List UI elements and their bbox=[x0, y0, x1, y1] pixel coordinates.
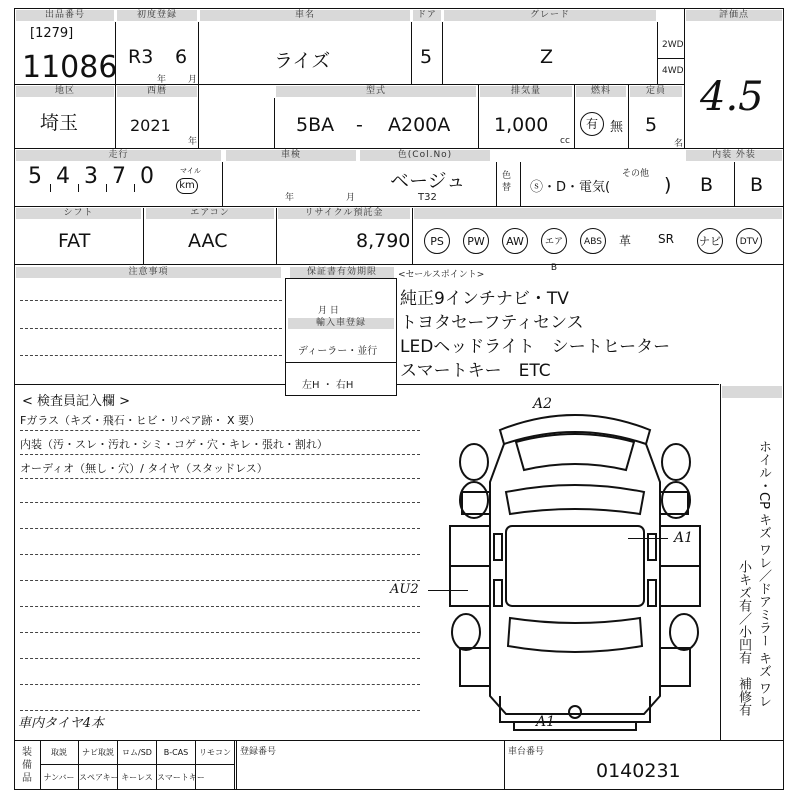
inspection-month: 月 bbox=[346, 193, 356, 203]
damage-rear: A1 bbox=[536, 714, 556, 730]
car-name: ライズ bbox=[274, 50, 331, 72]
hdr-int-ext: 内装 外装 bbox=[686, 150, 782, 161]
equipment-cell: キーレス bbox=[118, 765, 157, 790]
sales-point-line: 純正9インチナビ・TV bbox=[400, 289, 569, 309]
equipment-item: AW bbox=[502, 228, 528, 254]
equipment-item: ナビ bbox=[697, 228, 723, 254]
sales-points-label: <セールスポイント> bbox=[398, 270, 485, 280]
model-code: A200A bbox=[388, 114, 451, 136]
first-reg-year-suffix: 年 bbox=[157, 75, 167, 85]
equipment-cell: スマートキー bbox=[157, 765, 196, 790]
hdr-doors: ドア bbox=[413, 10, 441, 21]
color-other: その他 bbox=[622, 169, 650, 179]
equipment-item: 革 bbox=[619, 234, 632, 248]
hdr-notes: 注意事項 bbox=[16, 267, 281, 278]
car-diagram bbox=[430, 396, 720, 736]
side-header bbox=[722, 386, 782, 398]
side-note-repair: 小キズ有／小凹有 補修有 bbox=[736, 560, 751, 716]
equipment-cell: 取説 bbox=[40, 740, 79, 765]
equipment-item: ABS bbox=[580, 228, 606, 254]
first-reg-month-suffix: 月 bbox=[188, 75, 198, 85]
damage-right: A1 bbox=[674, 530, 694, 546]
hdr-first-reg: 初度登録 bbox=[117, 10, 197, 21]
mileage-unit-km: km bbox=[176, 178, 198, 194]
region: 埼玉 bbox=[40, 112, 79, 134]
equipment-item: SR bbox=[658, 232, 674, 246]
exam-line: 内装（汚・スレ・汚れ・シミ・コゲ・穴・キレ・張れ・割れ） bbox=[20, 438, 328, 451]
grade: Z bbox=[540, 46, 554, 68]
equipment-item: PS bbox=[424, 228, 450, 254]
hdr-import: 輸入車登録 bbox=[288, 318, 394, 329]
hdr-inspection: 車検 bbox=[226, 150, 356, 161]
hdr-score: 評価点 bbox=[686, 10, 782, 21]
chassis-number: 0140231 bbox=[596, 760, 681, 782]
fuel-alt: 無 bbox=[610, 120, 624, 135]
year-suffix: 年 bbox=[188, 137, 198, 147]
mileage-digit: 4 bbox=[56, 164, 70, 189]
equipment-cell: スペアキー bbox=[79, 765, 118, 790]
hdr-color: 色(Col.No) bbox=[360, 150, 490, 161]
first-reg-era-year: R3 bbox=[128, 46, 154, 68]
shift: FAT bbox=[58, 230, 91, 252]
hdr-model: 型式 bbox=[276, 86, 476, 97]
equipment-item: DTV bbox=[736, 228, 762, 254]
chassis-label: 車台番号 bbox=[508, 747, 545, 757]
hdr-grade: グレード bbox=[444, 10, 656, 21]
drive-4wd: 4WD bbox=[662, 66, 684, 76]
equipment-item: エアB bbox=[541, 228, 567, 254]
equipment-label: 装備品 bbox=[22, 747, 32, 784]
model-dash: - bbox=[356, 114, 363, 136]
aircon: AAC bbox=[188, 230, 228, 252]
score: 4.5 bbox=[700, 74, 764, 120]
equipment-item: PW bbox=[463, 228, 489, 254]
equipment-cell bbox=[196, 765, 235, 790]
color-options: ⓢ・D・電気( bbox=[530, 180, 611, 195]
capacity: 5 bbox=[645, 114, 658, 136]
recycle-fee: 8,790 bbox=[356, 230, 411, 252]
western-year: 2021 bbox=[130, 116, 171, 135]
equipment-cell: ナンバー bbox=[40, 765, 79, 790]
cc-unit: cc bbox=[560, 136, 570, 146]
equipment-cell: ロム/SD bbox=[118, 740, 157, 765]
equipment-cell: ナビ取説 bbox=[79, 740, 118, 765]
color-code: T32 bbox=[418, 192, 437, 203]
equipment-row bbox=[424, 228, 776, 273]
hdr-displacement: 排気量 bbox=[480, 86, 572, 97]
inspection-year: 年 bbox=[285, 193, 295, 203]
mileage-digit: 7 bbox=[112, 164, 126, 189]
damage-front: A2 bbox=[533, 396, 553, 412]
hdr-fuel: 燃料 bbox=[576, 86, 626, 97]
color-name: ベージュ bbox=[390, 170, 466, 192]
interior-score: B bbox=[700, 174, 714, 196]
hdr-shift: シフト bbox=[16, 208, 141, 219]
damage-left: AU2 bbox=[390, 582, 419, 597]
hdr-car-name: 車名 bbox=[200, 10, 410, 21]
hdr-capacity: 定員 bbox=[630, 86, 682, 97]
import-date-label: 月 日 bbox=[318, 306, 339, 316]
mileage-digit: 3 bbox=[84, 164, 98, 189]
hdr-mileage: 走行 bbox=[16, 150, 221, 161]
displacement: 1,000 bbox=[494, 114, 549, 136]
exam-line: オーディオ（無し・穴）/ タイヤ（スタッドレス） bbox=[20, 462, 268, 475]
hdr-aircon: エアコン bbox=[146, 208, 274, 219]
color-close: ) bbox=[664, 174, 672, 196]
equipment-cell: リモコン bbox=[196, 740, 235, 765]
exam-line: Fガラス（キズ・飛石・ヒビ・リペア跡・ X 要） bbox=[20, 414, 261, 427]
fuel-selected: 有 bbox=[580, 112, 604, 136]
mileage-digit: 0 bbox=[140, 164, 154, 189]
hdr-recycle: リサイクル預託金 bbox=[278, 208, 410, 219]
exterior-score: B bbox=[750, 174, 764, 196]
doors: 5 bbox=[420, 46, 433, 68]
capacity-unit: 名 bbox=[674, 139, 684, 149]
hdr-lot: 出品番号 bbox=[16, 10, 114, 21]
handwritten-note: 車内タイヤ4本 bbox=[18, 716, 105, 731]
hdr-year: 西暦 bbox=[117, 86, 197, 97]
lot-bracket-number: [1279] bbox=[30, 26, 74, 41]
reg-number-label: 登録番号 bbox=[240, 747, 277, 757]
sales-point-line: トヨタセーフティセンス bbox=[400, 313, 584, 333]
first-reg-month: 6 bbox=[175, 46, 188, 68]
exam-notes-title: < 検査員記入欄 > bbox=[22, 394, 131, 409]
import-type: ディーラー・並行 bbox=[298, 346, 378, 357]
sales-point-line: スマートキー ETC bbox=[400, 361, 551, 381]
side-note-damage: ホイル・CP キズ ワレ／ドアミラー キズ ワレ bbox=[756, 440, 771, 708]
equipment-cell: B-CAS bbox=[157, 740, 196, 765]
model-prefix: 5BA bbox=[296, 114, 335, 136]
steering: 左H ・ 右H bbox=[302, 380, 354, 391]
equipment-grid bbox=[40, 740, 236, 790]
lot-number: 11086 bbox=[22, 50, 118, 85]
mileage-unit-mile: マイル bbox=[180, 167, 201, 175]
hdr-warranty: 保証書有効期限 bbox=[290, 267, 394, 278]
sales-point-line: LEDヘッドライト シートヒーター bbox=[400, 337, 671, 357]
color-change-label: 色替 bbox=[502, 171, 512, 193]
hdr-equipment bbox=[414, 208, 782, 219]
mileage-digit: 5 bbox=[28, 164, 42, 189]
hdr-region: 地区 bbox=[16, 86, 114, 97]
drive-2wd: 2WD bbox=[662, 40, 684, 50]
